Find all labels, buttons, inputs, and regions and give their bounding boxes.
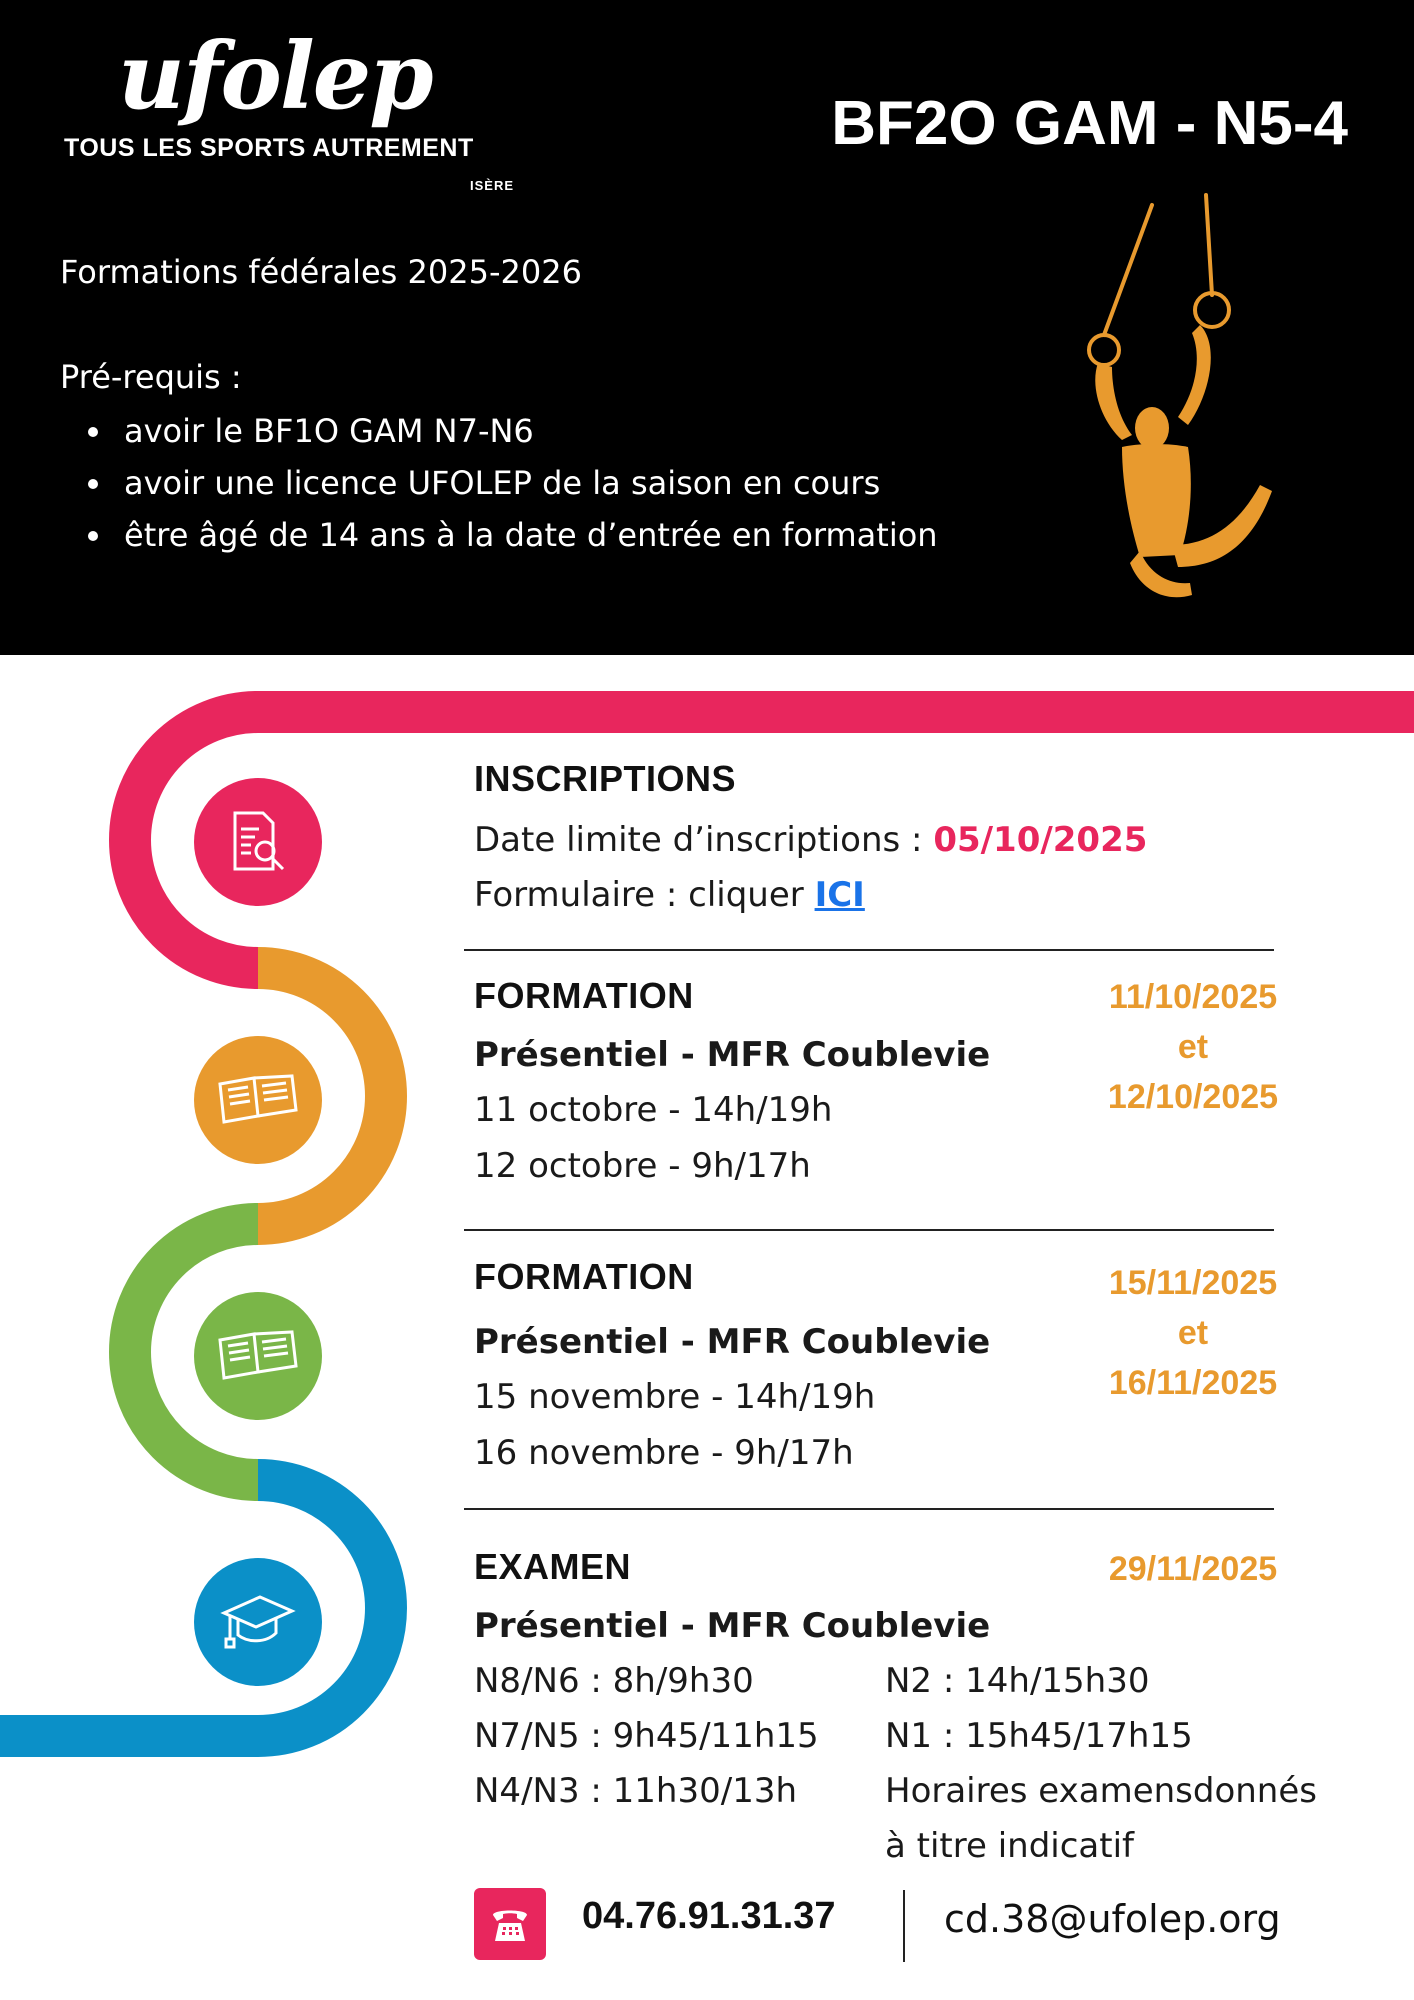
- examen-icon-circle: [194, 1558, 322, 1686]
- formation2-date1: 15/11/2025: [1108, 1264, 1278, 1302]
- ufolep-logo: ufolep: [118, 22, 432, 130]
- formation2-dates: [1083, 1258, 1303, 1408]
- document-search-icon: [223, 807, 293, 877]
- formation2-icon-circle: [194, 1292, 322, 1420]
- examen-slot: N2 : 14h/15h30: [885, 1661, 1150, 1701]
- page-title: BF2O GAM - N5-4: [831, 89, 1348, 158]
- formation2-line1: 15 novembre - 14h/19h: [474, 1377, 876, 1417]
- telephone-icon: [487, 1901, 533, 1947]
- header-banner: [0, 0, 1414, 655]
- examen-place: Présentiel - MFR Coublevie: [474, 1606, 991, 1646]
- phone-number[interactable]: 04.76.91.31.37: [582, 1895, 836, 1937]
- footer-separator: [903, 1890, 905, 1962]
- formation1-title: FORMATION: [474, 975, 694, 1016]
- formation2-place: Présentiel - MFR Coublevie: [474, 1322, 991, 1362]
- examen-slot: N1 : 15h45/17h15: [885, 1716, 1193, 1756]
- deadline-line: Date limite d’inscriptions : 05/10/2025: [474, 820, 1148, 860]
- gymnast-rings-icon: [1060, 185, 1340, 605]
- examen-note: Horaires examensdonnés: [885, 1771, 1317, 1811]
- formation1-dates: [1083, 972, 1303, 1122]
- formation2-line2: 16 novembre - 9h/17h: [474, 1433, 854, 1473]
- phone-icon-box: [474, 1888, 546, 1960]
- formation1-date2: 12/10/2025: [1107, 1078, 1279, 1116]
- formation1-icon-circle: [194, 1036, 322, 1164]
- open-book-icon: [216, 1070, 300, 1130]
- timeline-segment-blue: [0, 1480, 386, 1736]
- registration-form-link[interactable]: ICI: [814, 875, 865, 915]
- examen-slot: N8/N6 : 8h/9h30: [474, 1661, 754, 1701]
- email-address[interactable]: cd.38@ufolep.org: [944, 1897, 1281, 1941]
- divider: [464, 1229, 1274, 1231]
- deadline-date: 05/10/2025: [933, 820, 1148, 860]
- formation1-line2: 12 octobre - 9h/17h: [474, 1146, 811, 1186]
- divider: [464, 1508, 1274, 1510]
- logo-region: ISÈRE: [470, 178, 515, 193]
- page-subtitle: Formations fédérales 2025-2026: [60, 253, 582, 291]
- formation1-line1: 11 octobre - 14h/19h: [474, 1090, 833, 1130]
- examen-slot: N7/N5 : 9h45/11h15: [474, 1716, 819, 1756]
- examen-title: EXAMEN: [474, 1546, 632, 1587]
- examen-slot: N4/N3 : 11h30/13h: [474, 1771, 797, 1811]
- graduation-cap-icon: [220, 1589, 296, 1655]
- prerequisites-list: [88, 405, 938, 561]
- formation1-place: Présentiel - MFR Coublevie: [474, 1035, 991, 1075]
- prerequisite-item: avoir le BF1O GAM N7-N6: [88, 405, 938, 457]
- inscriptions-title: INSCRIPTIONS: [474, 758, 737, 799]
- open-book-icon: [216, 1326, 300, 1386]
- prerequisite-item: être âgé de 14 ans à la date d’entrée en formation: [88, 509, 938, 561]
- inscriptions-section: [474, 758, 736, 800]
- formation2-date-joiner: et: [1177, 1314, 1209, 1352]
- formation2-title: FORMATION: [474, 1256, 694, 1297]
- formation2-date2: 16/11/2025: [1108, 1364, 1278, 1402]
- logo-tagline: TOUS LES SPORTS AUTREMENT: [64, 134, 474, 162]
- divider: [464, 949, 1274, 951]
- prerequisite-item: avoir une licence UFOLEP de la saison en cours: [88, 457, 938, 509]
- examen-date: 29/11/2025: [1108, 1550, 1278, 1588]
- formation1-date1: 11/10/2025: [1108, 978, 1278, 1016]
- form-line: Formulaire : cliquer ICI: [474, 875, 865, 915]
- inscriptions-icon-circle: [194, 778, 322, 906]
- prerequisites-label: Pré-requis :: [60, 358, 242, 396]
- formation1-date-joiner: et: [1177, 1028, 1209, 1066]
- examen-note: à titre indicatif: [885, 1826, 1135, 1866]
